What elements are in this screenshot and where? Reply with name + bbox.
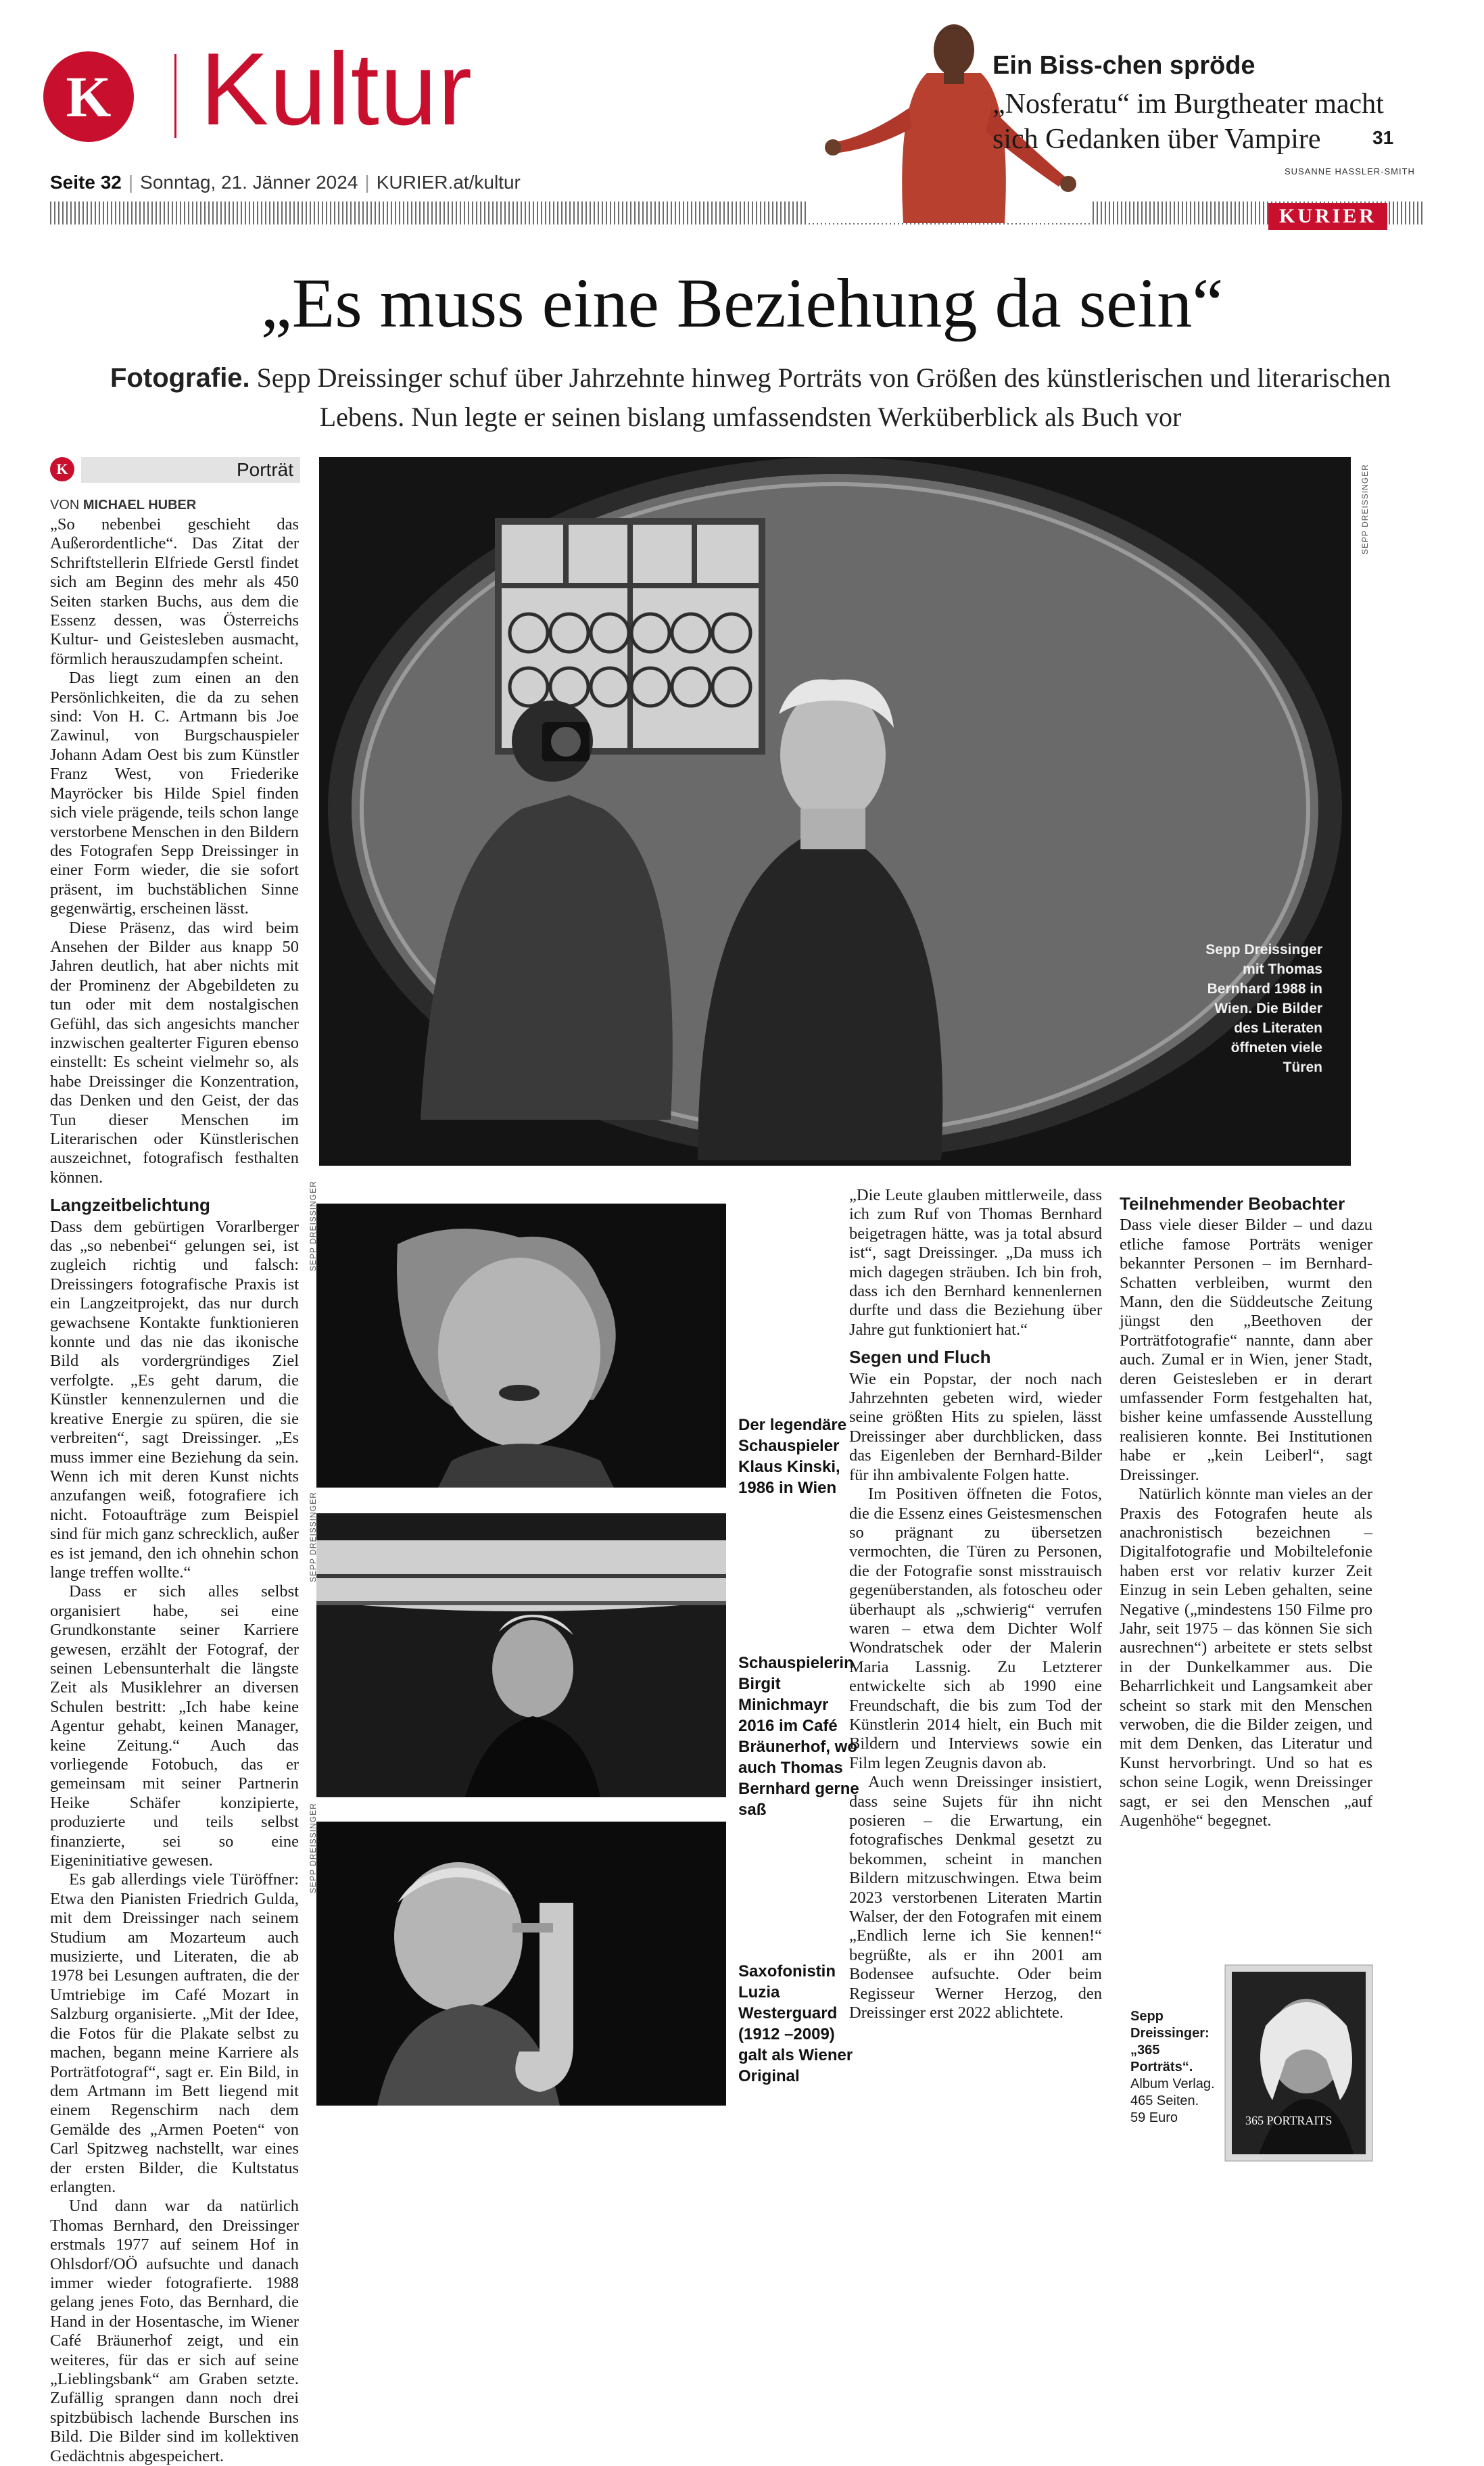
text-column-1 xyxy=(50,515,299,2465)
paragraph: Auch wenn Dreissinger insistiert, dass seine Sujets für ihn nicht posieren – die Erwartung, ein fotografisches Denkmal gesetzt zu bekommen, scheint in manchen Bildern mitzuschwingen. Etwa beim 2023 verstorbenen Literaten Martin Walser, der den Fotografen mit einem „Endlich lerne ich Sie kennen!“ begrüßte, als er ihn 2001 am Bodensee aufsuchte. Oder beim Regisseur Werner Herzog, den Dreissinger erst 2022 ablichtete. xyxy=(849,1773,1102,2022)
westerguard-caption: Saxofonistin Luzia Westerguard (1912 –2009) galt als Wiener Original xyxy=(738,1962,853,2085)
byline: VON MICHAEL HUBER xyxy=(50,498,197,513)
paragraph: Dass er sich alles selbst organisiert habe, sei eine Grundkonstante seiner Karriere gewesen, erzählt der Fotograf, der seinen Lebensunterhalt die längste Zeit als Musiklehrer an diversen Schulen bestritt: „Ich habe keine Agentur gehabt, keinen Manager, keine Zeitung.“ Auch das vorliegende Fotobuch, das er gemeinsam mit seiner Partnerin Heike Schäfer konzipierte, produzierte und teils selbst finanzierte, sei so eine Eigeninitiative gewesen. xyxy=(50,1582,299,1870)
lead-kicker: Fotografie. xyxy=(110,363,250,393)
book-title: „365 Porträts“. xyxy=(1130,2043,1193,2074)
paragraph: Im Positiven öffneten die Fotos, die die Essenz eines Geistesmenschen so prägnant zu übersetzen vermochten, die Türen zu Personen, die der Fotografie sonst misstrauisch gegenüberstanden, als fotoscheu oder überhaupt als „schwierig“ verrufen waren – etwa dem Dichter Wolf Wondratschek oder der Malerin Maria Lassnig. Zu Letzterer entwickelte sich ab 1990 eine Freundschaft, die bis zum Tod der Künstlerin 2014 hielt, ein Buch mit Bildern und Interviews sowie ein Film legen Zeugnis davon ab. xyxy=(849,1485,1102,1772)
subhead-segen-und-fluch: Segen und Fluch xyxy=(849,1347,991,1368)
minichmayr-caption: Schauspielerin Birgit Minichmayr 2016 im Café Bräunerhof, wo auch Thomas Bernhard gerne saß xyxy=(738,1654,859,1819)
issue-date: Sonntag, 21. Jänner 2024 xyxy=(140,172,358,193)
paragraph: „So nebenbei geschieht das Außerordentliche“. Das Zitat der Schriftstellerin Elfriede Gerstl findet sich am Beginn des mehr als 450 Seiten starken Buchs, aus dem die Essenz dessen, was Österreichs Kultur- und Geistesleben ausmacht, förmlich herauszudampfen scheint. xyxy=(50,515,299,668)
paragraph: Wie ein Popstar, der noch nach Jahrzehnten gebeten wird, wieder seine größten Hits zu spielen, lässt Dreissinger aber durchblicken, dass das Eigenleben der Bernhard-Bilder für ihn ambivalente Folgen hatte. xyxy=(849,1369,1102,1484)
text-column-3 xyxy=(849,1186,1102,2116)
book-cover[interactable] xyxy=(1225,1965,1372,2161)
photo-klaus-kinski[interactable] xyxy=(316,1204,726,1488)
main-photo-caption: Sepp Dreissinger mit Thomas Bernhard 1988 in Wien. Die Bilder des Literaten öffneten viele Türen xyxy=(1205,942,1322,1075)
photo-birgit-minichmayr[interactable] xyxy=(316,1513,726,1797)
lead-text: Sepp Dreissinger schuf über Jahrzehnte hinweg Porträts von Größen des künstlerischen und literarischen Lebens. Nun legte er seinen bislang umfassendsten Werküberblick als Buch vor xyxy=(256,362,1391,432)
section-url[interactable]: KURIER.at/kultur xyxy=(376,172,521,193)
book-pages: 465 Seiten. xyxy=(1130,2093,1199,2108)
photo-credit: SEPP DREISSINGER xyxy=(1360,464,1370,554)
page-number: Seite 32 xyxy=(50,172,122,193)
paragraph: Das liegt zum einen an den Persönlichkeiten, die da zu sehen sind: Von H. C. Artmann bis Joe Zawinul, von Burgschauspieler Johann Adam Oest bis zum Künstler Franz West, von Friederike Mayröcker bis Hilde Spiel finden sich viele prägende, teils schon lange verstorbene Menschen in den Bildern des Fotografen Sepp Dreissinger in einer Form wieder, die sie sofort präsent, im buchstäblichen Sinne gegenwärtig, erscheinen lässt. xyxy=(50,669,299,918)
article-headline: „Es muss eine Beziehung da sein“ xyxy=(260,264,1224,342)
kurier-mini-logo: K xyxy=(50,457,74,481)
rubric-label: Porträt xyxy=(81,457,300,483)
photo-credit: SEPP DREISSINGER xyxy=(308,1181,318,1271)
main-photo-mirror[interactable] xyxy=(319,457,1351,1166)
paragraph: „Die Leute glauben mittlerweile, dass ich zum Ruf von Thomas Bernhard beigetragen hätte, was ja total absurd ist“, sagt Dreissinger. „Da muss ich mich dagegen sträuben. Ich bin froh, dass ich den Bernhard kennenlernen durfte und dass die Beziehung über Jahre gut funktioniert hat.“ xyxy=(849,1186,1102,1339)
paragraph: Dass dem gebürtigen Vorarlberger das „so nebenbei“ gelungen sei, ist zugleich richtig und falsch: Dreissingers fotografische Praxis ist ein Langzeitprojekt, das nur durch gewachsene Kontakte funktionieren konnte und das nie das ikonische Bild als vordergründiges Ziel verfolgte. „Es geht darum, die Künstler kennenzulernen und die kreative Energie zu spüren, die sie verbreiten“, sagt Dreissinger. „Es muss immer eine Beziehung da sein. Wenn ich mit deren Kunst nichts anzufangen weiß, fotografiere ich nicht. Fotoaufträge zum Beispiel sind für mich ganz schrecklich, außer es ist jemand, den ich ohnehin schon lange treffen wollte.“ xyxy=(50,1217,299,1582)
photo-credit: SEPP DREISSINGER xyxy=(308,1492,318,1582)
photo-credit: SEPP DREISSINGER xyxy=(308,1803,318,1893)
paragraph: Dass viele dieser Bilder – und dazu etliche famose Porträts weniger bekannter Personen – im Bernhard-Schatten verbleiben, wurmt den Mann, den die Süddeutsche Zeitung jüngst den „Beethoven der Porträtfotografie“ nannte, dann aber auch. Zumal er in Wien, jener Stadt, deren Geistesleben er in derart umfassender Form festgehalten hat, bisher keine umfassende Ausstellung realisieren konnte. Bei Institutionen habe er „kein Leiberl“, sagt Dreissinger. xyxy=(1120,1216,1372,1484)
book-info xyxy=(1130,2008,1218,2127)
text-column-4 xyxy=(1120,1186,1372,1945)
article-lead xyxy=(95,358,1406,437)
masthead-divider xyxy=(174,54,176,138)
book-publisher: Album Verlag. xyxy=(1130,2077,1215,2091)
subhead-langzeitbelichtung: Langzeitbelichtung xyxy=(50,1195,210,1216)
promo-text[interactable]: „Nosferatu“ im Burgtheater macht sich Gedanken über Vampire xyxy=(992,89,1384,155)
paragraph: Es gab allerdings viele Türöffner: Etwa den Pianisten Friedrich Gulda, mit dem Dreissinger nach seinem Studium am Mozarteum auch musizierte, und Literaten, die ab 1978 bei Lesungen auftraten, die der Umtriebige im Café Mozart in Salzburg organisierte. „Mit der Idee, die Fotos für die Plakate selbst zu machen, begann meine Karriere als Porträtfotograf“, sagt er. Ein Bild, in dem Artmann im Bett liegend mit einem Regenschirm nach dem Gemälde des „Armen Poeten“ von Carl Spitzweg nachstellt, war eines der ersten Bilder, die Kultstatus erlangten. xyxy=(50,1870,299,2196)
paragraph: Natürlich könnte man vieles an der Praxis des Fotografen heute als anachronistisch bezeichnen – Digitalfotografie und Mobiltelefonie haben erst vor relativ kurzer Zeit Einzug in sein Leben gehalten, seine Negative („mindestens 150 Filme pro Jahr, seit 1975 – das können Sie sich ausrechnen“) arbeitete er stets selbst in der Dunkelkammer aus. Die Beharrlichkeit und Langsamkeit aber scheint so stark mit den Menschen verwoben, die die Bilder zeigen, und mit dem Denken, das Literatur und Kunst hervorbringt. Und so hat es schon seine Logik, wenn Dreissinger sagt, er sei den Menschen „auf Augenhöhe“ begegnet. xyxy=(1120,1485,1372,1830)
author-name: MICHAEL HUBER xyxy=(82,498,197,513)
kurier-logo[interactable]: K xyxy=(43,51,134,142)
book-cover-title: 365 PORTRAITS xyxy=(1245,2114,1333,2127)
masthead-rule xyxy=(50,201,1422,224)
section-title: Kultur xyxy=(200,32,473,147)
kurier-brand-badge[interactable]: KURIER xyxy=(1268,203,1387,230)
promo-page-number: 31 xyxy=(1372,127,1394,148)
book-author: Sepp Dreissinger: xyxy=(1130,2009,1210,2041)
paragraph: Und dann war da natürlich Thomas Bernhard, den Dreissinger erstmals 1977 auf seinem Hof in Ohlsdorf/OÖ aufsuchte und danach immer wieder fotografierte. 1988 gelang jenes Foto, das Bernhard, die Hand in der Hosentasche, im Wiener Café Bräunerhof zeigt, und ein weiteres, für das er sich auf seine „Lieblingsbank“ am Graben setzte. Zufällig sprangen dann noch drei spitzbübisch lachende Burschen ins Bild. Die Bilder sind im kollektiven Gedächtnis abgespeichert. xyxy=(50,2197,299,2465)
promo-photo-credit: SUSANNE HASSLER-SMITH xyxy=(1285,166,1415,176)
book-price: 59 Euro xyxy=(1130,2110,1178,2125)
subhead-teilnehmender-beobachter: Teilnehmender Beobachter xyxy=(1120,1193,1345,1214)
photo-luzia-westerguard[interactable] xyxy=(316,1822,726,2106)
promo-title[interactable]: Ein Biss-chen spröde xyxy=(992,51,1255,80)
paragraph: Diese Präsenz, das wird beim Ansehen der Bilder aus knapp 50 Jahren deutlich, hat aber nichts mit der Prominenz der Abgebildeten zu tun oder mit dem nostalgischen Gefühl, das sich angesichts mancher inzwischen gealterter Figuren ebenso einstellt: Es scheint vielmehr so, als habe Dreissinger die Konzentration, das Denken und den Geist, der das Tun dieser Menschen im Literarischen oder Künstlerischen auszeichnet, fotografisch festhalten können. xyxy=(50,918,299,1187)
kinski-caption: Der legendäre Schauspieler Klaus Kinski, 1986 in Wien xyxy=(738,1416,847,1497)
page-meta: Seite 32 | Sonntag, 21. Jänner 2024 | KURIER.at/kultur xyxy=(50,172,521,193)
